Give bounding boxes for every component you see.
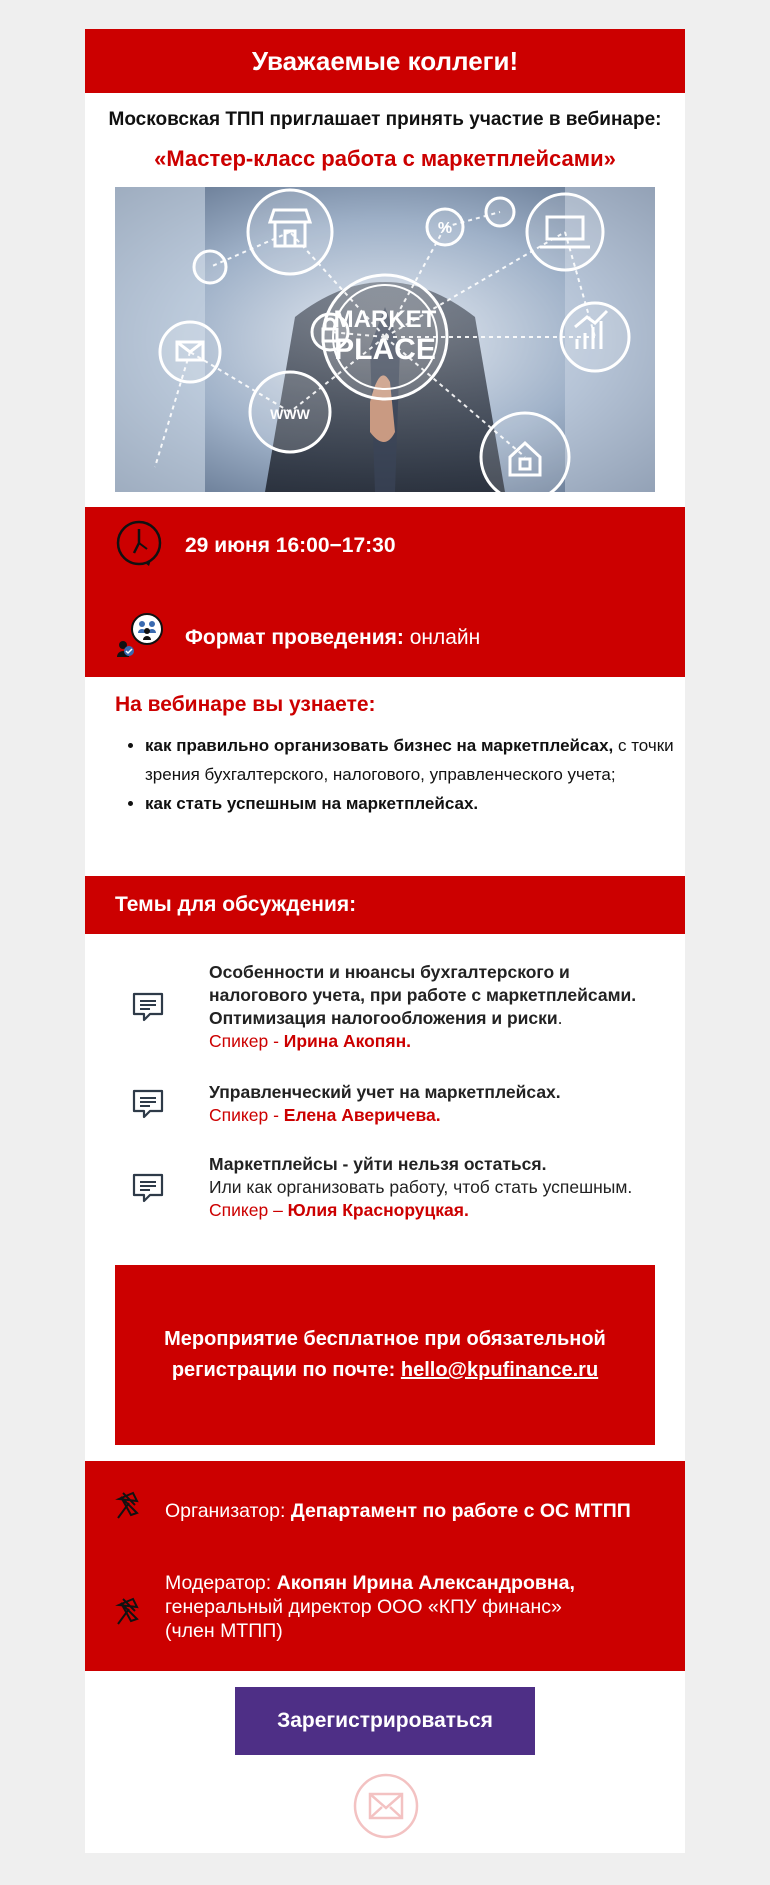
topics-heading: Темы для обсуждения:	[115, 893, 357, 916]
format-label: Формат проведения:	[185, 625, 404, 649]
topic-item	[115, 1081, 655, 1127]
organizer-block	[85, 1461, 685, 1671]
registration-text: Мероприятие бесплатное при обязательной регистрации по почте:	[164, 1328, 606, 1381]
registration-email-link[interactable]: hello@kpufinance.ru	[400, 1359, 599, 1381]
event-info-block	[85, 507, 685, 677]
invite-text: Московская ТПП приглашает принять участие в вебинаре:	[108, 109, 662, 130]
topic-item	[115, 961, 655, 1053]
topic-text: Маркетплейсы - уйти нельзя остаться. Или как организовать работу, чтоб стать успешным. Спикер – Юлия Красноруцкая.	[209, 1154, 633, 1220]
format-value: онлайн	[403, 625, 481, 649]
list-item: • как правильно организовать бизнес на маркетплейсах, с точки зрения бухгалтерского, налогового, управленческого учета;	[145, 731, 690, 789]
email-container	[85, 29, 685, 1853]
header-title: Уважаемые коллеги!	[251, 45, 519, 76]
moderator-row	[115, 1571, 575, 1643]
people-icon	[115, 611, 163, 664]
event-format	[185, 626, 480, 650]
hero-image	[115, 187, 655, 492]
event-datetime-row	[115, 519, 396, 572]
event-datetime: 29 июня 16:00−17:30	[185, 533, 396, 557]
svg-text:PLACE: PLACE	[334, 333, 436, 366]
pin-icon	[115, 1491, 145, 1526]
pin-icon	[115, 1597, 145, 1643]
list-item: • как стать успешным на маркетплейсах.	[145, 789, 690, 818]
header-banner	[85, 29, 685, 93]
topics-heading-bar	[85, 876, 685, 934]
svg-text:MARKET: MARKET	[333, 306, 437, 333]
registration-note	[115, 1265, 655, 1445]
learn-list	[115, 731, 690, 818]
chat-icon	[115, 990, 181, 1024]
learn-heading: На вебинаре вы узнаете:	[115, 693, 376, 716]
topic-item	[115, 1153, 655, 1222]
chat-icon	[115, 1171, 181, 1205]
register-button[interactable]: Зарегистрироваться	[235, 1687, 535, 1755]
organizer-text: Организатор: Департамент по работе с ОС МТПП	[165, 1500, 631, 1522]
mail-icon	[353, 1773, 419, 1844]
organizer-row	[115, 1491, 631, 1526]
svg-text:WWW: WWW	[270, 406, 310, 422]
chat-icon	[115, 1087, 181, 1121]
clock-icon	[115, 519, 163, 572]
topic-text: Управленческий учет на маркетплейсах. Спикер - Елена Аверичева.	[209, 1082, 561, 1125]
topic-text: Особенности и нюансы бухгалтерского и налогового учета, при работе с маркетплейсами. Оптимизация налогообложения и риски. Спикер - Ирина Акопян.	[209, 962, 637, 1051]
moderator-text: Модератор: Акопян Ирина Александровна, генеральный директор ООО «КПУ финанс» (член МТПП)	[165, 1572, 575, 1642]
course-title: «Мастер-класс работа с маркетплейсами»	[154, 146, 616, 171]
event-format-row	[115, 611, 480, 664]
svg-text:%: %	[437, 220, 453, 237]
